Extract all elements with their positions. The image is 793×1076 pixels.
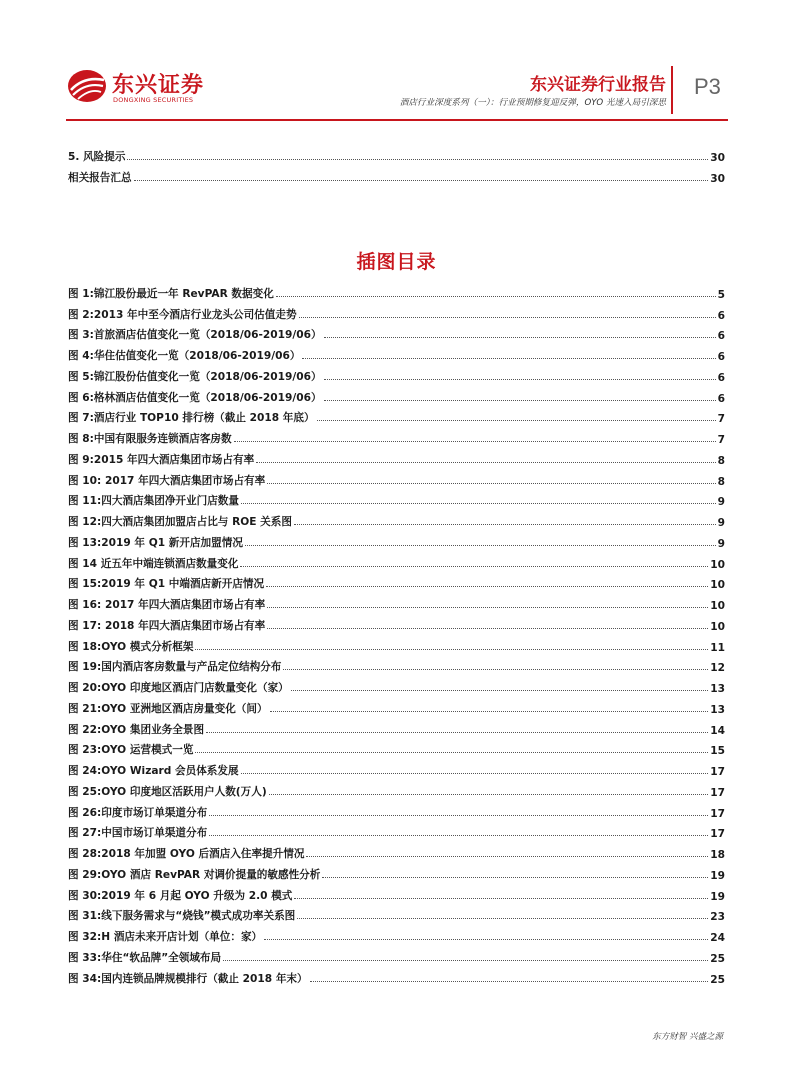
toc-entry-label: 图 3:首旅酒店估值变化一览（2018/06-2019/06） <box>68 329 322 342</box>
toc-entry-page: 10 <box>710 600 725 612</box>
toc-leader-dots <box>127 159 708 160</box>
page-number: P3 <box>694 74 721 99</box>
toc-entry-label: 图 11:四大酒店集团净开业门店数量 <box>68 495 239 508</box>
toc-entry[interactable] <box>68 529 725 550</box>
toc-leader-dots <box>223 960 708 961</box>
toc-entry-label: 图 9:2015 年四大酒店集团市场占有率 <box>68 453 255 466</box>
toc-leader-dots <box>209 835 708 836</box>
header-divider <box>671 66 673 114</box>
toc-leader-dots <box>294 524 716 525</box>
toc-leader-dots <box>294 898 708 899</box>
toc-entry[interactable] <box>68 861 725 882</box>
toc-entry-page: 12 <box>710 662 725 675</box>
toc-entry-label: 图 2:2013 年中至今酒店行业龙头公司估值走势 <box>68 308 297 321</box>
toc-entry-page: 9 <box>717 496 725 509</box>
toc-entry[interactable] <box>68 342 725 363</box>
toc-leader-dots <box>299 317 716 318</box>
toc-entry-page: 14 <box>710 724 725 737</box>
toc-leader-dots <box>241 773 709 774</box>
page-header <box>0 0 793 125</box>
toc-leader-dots <box>134 180 709 181</box>
toc-entry-label: 图 27:中国市场订单渠道分布 <box>68 827 208 840</box>
toc-entry-label: 相关报告汇总 <box>68 171 132 184</box>
toc-entry[interactable] <box>68 654 725 675</box>
toc-entry-label: 图 4:华住估值变化一览（2018/06-2019/06） <box>68 350 301 362</box>
toc-entry[interactable] <box>68 363 725 384</box>
toc-entry-label: 图 12:四大酒店集团加盟店占比与 ROE 关系图 <box>68 516 292 528</box>
toc-entry[interactable] <box>68 923 725 944</box>
toc-leader-dots <box>324 337 716 338</box>
toc-entry-page: 17 <box>710 828 725 841</box>
toc-entry-page: 19 <box>710 890 725 903</box>
toc-entry-label: 图 29:OYO 酒店 RevPAR 对调价提量的敏感性分析 <box>68 868 321 881</box>
toc-leader-dots <box>297 918 708 919</box>
toc-entry-label: 图 30:2019 年 6 月起 OYO 升级为 2.0 模式 <box>68 889 293 902</box>
toc-entry[interactable] <box>68 508 725 529</box>
toc-entry[interactable] <box>68 799 725 820</box>
toc-entry[interactable] <box>68 488 725 509</box>
toc-entry-label: 图 32:H 酒店未来开店计划（单位：家） <box>68 931 263 943</box>
report-subtitle: 酒店行业深度系列（一）：行业预期修复迎反弹，OYO 光速入局引深思 <box>399 98 666 108</box>
report-title: 东兴证券行业报告 <box>530 75 666 95</box>
toc-entry-page: 8 <box>717 454 725 467</box>
toc-entry-label: 图 10: 2017 年四大酒店集团市场占有率 <box>68 474 266 487</box>
toc-leader-dots <box>322 877 708 878</box>
toc-entry[interactable] <box>68 757 725 778</box>
toc-entry-page: 15 <box>710 745 725 758</box>
toc-entry[interactable] <box>68 965 725 986</box>
toc-leader-dots <box>267 607 708 608</box>
toc-leader-dots <box>267 628 708 629</box>
toc-entry-label: 图 26:印度市场订单渠道分布 <box>68 806 208 819</box>
toc-entry-page: 9 <box>717 537 725 550</box>
toc-entry-page: 18 <box>710 849 725 861</box>
toc-entry-label: 图 34:国内连锁品牌规模排行（截止 2018 年末） <box>68 972 308 985</box>
toc-entry-page: 23 <box>710 911 725 924</box>
toc-entry-page: 10 <box>710 558 725 571</box>
toc-entry[interactable] <box>68 716 725 737</box>
toc-leader-dots <box>195 752 708 753</box>
toc-entry-page: 17 <box>710 766 725 778</box>
toc-leader-dots <box>264 939 708 940</box>
toc-leader-dots <box>276 296 716 297</box>
contents-continued <box>68 143 725 185</box>
toc-leader-dots <box>317 420 716 421</box>
toc-entry-page: 6 <box>717 330 725 343</box>
toc-entry-page: 10 <box>710 620 725 633</box>
toc-entry-page: 6 <box>717 392 725 405</box>
toc-entry-page: 25 <box>710 973 725 986</box>
figure-toc-title: 插图目录 <box>356 251 437 273</box>
toc-entry-label: 图 28:2018 年加盟 OYO 后酒店入住率提升情况 <box>68 848 305 860</box>
toc-entry-page: 6 <box>717 371 725 384</box>
footer-slogan: 东方财智 兴盛之源 <box>652 1032 723 1042</box>
toc-entry-label: 图 16: 2017 年四大酒店集团市场占有率 <box>68 599 266 611</box>
toc-entry-page: 24 <box>710 932 725 944</box>
toc-entry[interactable] <box>68 882 725 903</box>
toc-entry[interactable] <box>68 695 725 716</box>
toc-entry[interactable] <box>68 903 725 924</box>
toc-leader-dots <box>306 856 708 857</box>
toc-entry[interactable] <box>68 820 725 841</box>
toc-entry[interactable] <box>68 164 725 185</box>
toc-entry[interactable] <box>68 446 725 467</box>
toc-entry-page: 9 <box>717 517 725 529</box>
toc-entry-label: 图 8:中国有限服务连锁酒店客房数 <box>68 433 232 445</box>
toc-entry[interactable] <box>68 944 725 965</box>
toc-entry[interactable] <box>68 550 725 571</box>
toc-entry-page: 25 <box>710 952 725 965</box>
toc-entry-label: 图 5:锦江股份估值变化一览（2018/06-2019/06） <box>68 370 322 383</box>
company-logo <box>66 62 216 110</box>
logo-mark-icon <box>66 66 108 104</box>
toc-entry[interactable] <box>68 591 725 612</box>
toc-leader-dots <box>291 690 708 691</box>
toc-entry[interactable] <box>68 778 725 799</box>
toc-entry-label: 图 1:锦江股份最近一年 RevPAR 数据变化 <box>68 287 274 300</box>
header-rule <box>66 119 728 121</box>
toc-leader-dots <box>195 649 708 650</box>
toc-entry-page: 10 <box>710 579 725 592</box>
toc-leader-dots <box>283 669 708 670</box>
toc-leader-dots <box>209 815 708 816</box>
toc-entry-page: 6 <box>717 309 725 322</box>
toc-entry-label: 图 20:OYO 印度地区酒店门店数量变化（家） <box>68 682 289 694</box>
toc-leader-dots <box>234 441 716 442</box>
toc-entry[interactable] <box>68 425 725 446</box>
toc-leader-dots <box>270 711 709 712</box>
toc-leader-dots <box>256 462 715 463</box>
toc-entry-page: 30 <box>710 172 725 185</box>
toc-entry[interactable] <box>68 467 725 488</box>
toc-entry-page: 5 <box>717 288 725 301</box>
toc-entry[interactable] <box>68 384 725 405</box>
toc-entry-page: 17 <box>710 807 725 820</box>
toc-entry-label: 图 24:OYO Wizard 会员体系发展 <box>68 765 239 777</box>
toc-leader-dots <box>206 732 708 733</box>
toc-entry-page: 13 <box>710 683 725 695</box>
toc-entry-page: 7 <box>717 434 725 446</box>
toc-entry-label: 图 18:OYO 模式分析框架 <box>68 640 194 653</box>
toc-entry-page: 11 <box>710 641 725 654</box>
toc-entry-label: 图 33:华住“软品牌”全领域布局 <box>68 951 222 964</box>
toc-entry-page: 30 <box>710 151 725 164</box>
toc-entry-label: 图 19:国内酒店客房数量与产品定位结构分布 <box>68 661 282 674</box>
toc-leader-dots <box>324 400 716 401</box>
toc-entry[interactable] <box>68 612 725 633</box>
toc-entry[interactable] <box>68 674 725 695</box>
toc-entry-label: 图 15:2019 年 Q1 中端酒店新开店情况 <box>68 578 265 591</box>
toc-entry[interactable] <box>68 633 725 654</box>
toc-entry-page: 19 <box>710 869 725 882</box>
toc-entry-label: 图 31:线下服务需求与“烧钱”模式成功率关系图 <box>68 910 296 923</box>
toc-entry-label: 图 7:酒店行业 TOP10 排行榜（截止 2018 年底） <box>68 412 315 425</box>
toc-leader-dots <box>267 483 715 484</box>
toc-entry[interactable] <box>68 280 725 301</box>
toc-leader-dots <box>241 503 716 504</box>
toc-entry-label: 图 6:格林酒店估值变化一览（2018/06-2019/06） <box>68 391 322 404</box>
toc-leader-dots <box>324 379 716 380</box>
toc-entry[interactable] <box>68 143 725 164</box>
toc-entry-label: 5. 风险提示 <box>68 150 126 163</box>
toc-entry-page: 6 <box>717 351 725 363</box>
toc-entry[interactable] <box>68 405 725 426</box>
toc-leader-dots <box>266 586 708 587</box>
toc-entry-label: 图 13:2019 年 Q1 新开店加盟情况 <box>68 536 243 549</box>
toc-entry[interactable] <box>68 301 725 322</box>
toc-entry[interactable] <box>68 322 725 343</box>
toc-leader-dots <box>240 566 708 567</box>
toc-entry-label: 图 22:OYO 集团业务全景图 <box>68 723 205 736</box>
toc-entry-label: 图 17: 2018 年四大酒店集团市场占有率 <box>68 619 266 632</box>
toc-entry-page: 13 <box>710 703 725 716</box>
toc-entry-page: 8 <box>717 475 725 488</box>
toc-leader-dots <box>269 794 709 795</box>
toc-entry-page: 7 <box>717 413 725 426</box>
toc-entry-label: 图 21:OYO 亚洲地区酒店房量变化（间） <box>68 702 268 715</box>
toc-leader-dots <box>245 545 716 546</box>
toc-entry[interactable] <box>68 571 725 592</box>
logo-chinese-name: 东兴证券 <box>112 73 205 98</box>
figure-toc-list <box>68 280 725 986</box>
toc-entry-label: 图 23:OYO 运营模式一览 <box>68 744 194 757</box>
toc-entry-page: 17 <box>710 786 725 799</box>
toc-leader-dots <box>302 358 715 359</box>
toc-leader-dots <box>310 981 709 982</box>
toc-entry[interactable] <box>68 840 725 861</box>
logo-english-name: DONGXING SECURITIES <box>113 96 194 104</box>
toc-entry-label: 图 25:OYO 印度地区活跃用户人数(万人) <box>68 785 267 798</box>
toc-entry[interactable] <box>68 737 725 758</box>
toc-entry-label: 图 14 近五年中端连锁酒店数量变化 <box>68 557 239 570</box>
